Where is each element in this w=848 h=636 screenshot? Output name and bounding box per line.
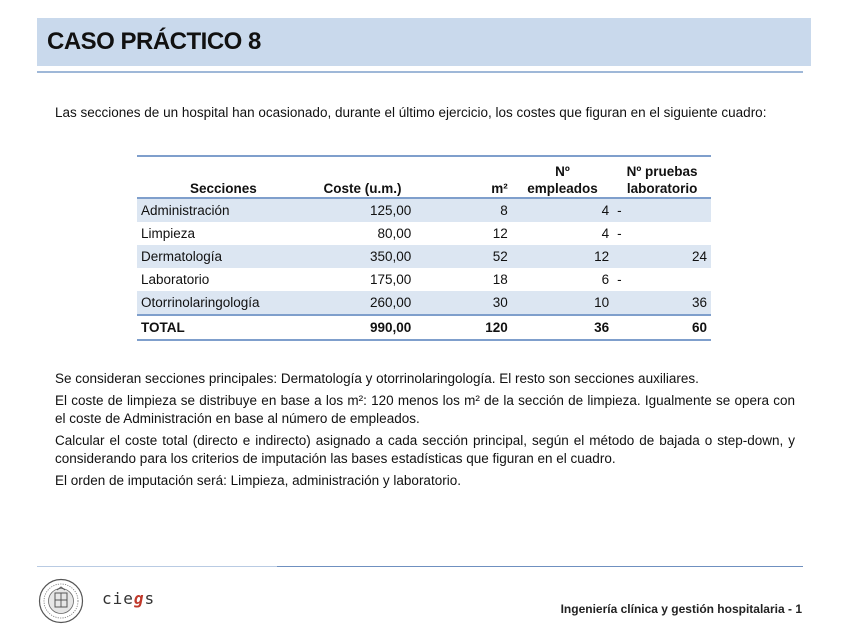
total-empleados: 36 — [594, 320, 610, 335]
slide-title: CASO PRÁCTICO 8 — [47, 28, 261, 55]
header-empleados-line1: Nº — [555, 164, 570, 179]
title-bar — [37, 18, 811, 66]
paragraph-limpieza: El coste de limpieza se distribuye en base a los m²: 120 menos los m² de la sección de limpieza. Igualmente se opera con el coste de Administración en base al número de empleados. — [55, 393, 795, 426]
header-pruebas-line2: laboratorio — [626, 181, 698, 196]
cell-seccion: Administración — [141, 203, 230, 218]
cell-empleados: 6 — [601, 272, 610, 287]
header-empleados-line2: empleados — [527, 181, 598, 196]
logo-text-b: g — [133, 589, 145, 608]
cell-m2: 18 — [492, 272, 508, 287]
footer-divider — [277, 566, 803, 567]
cell-coste: 260,00 — [370, 295, 412, 310]
cell-coste: 80,00 — [377, 226, 412, 241]
footer-divider-left — [37, 566, 277, 567]
cell-pruebas: - — [617, 272, 622, 287]
table-total-row — [137, 315, 711, 340]
cell-pruebas: 24 — [691, 249, 707, 264]
total-pruebas: 60 — [691, 320, 707, 335]
cell-coste: 175,00 — [370, 272, 412, 287]
title-divider — [37, 71, 803, 73]
cell-empleados: 4 — [601, 203, 610, 218]
cell-empleados: 12 — [594, 249, 610, 264]
cell-pruebas: 36 — [691, 295, 707, 310]
table-row — [137, 222, 711, 245]
total-label: TOTAL — [141, 320, 185, 335]
paragraph-principales: Se consideran secciones principales: Dermatología y otorrinolaringología. El resto son secciones auxiliares. — [55, 371, 699, 386]
university-seal-icon — [38, 578, 84, 624]
table-row — [137, 245, 711, 268]
header-secciones: Secciones — [189, 181, 257, 196]
header-coste: Coste (u.m.) — [323, 181, 402, 196]
cell-seccion: Otorrinolaringología — [141, 295, 260, 310]
header-m2: m² — [491, 181, 508, 196]
costs-table — [137, 155, 711, 341]
cell-m2: 52 — [492, 249, 508, 264]
cell-coste: 350,00 — [370, 249, 412, 264]
cell-m2: 8 — [500, 203, 508, 218]
header-empleados — [512, 156, 613, 198]
table-row — [137, 291, 711, 315]
logo-text-c: s — [144, 589, 156, 608]
footer-caption: Ingeniería clínica y gestión hospitalaria - 1 — [560, 602, 802, 616]
paragraph-orden: El orden de imputación será: Limpieza, administración y laboratorio. — [55, 473, 461, 488]
cell-m2: 12 — [492, 226, 508, 241]
cell-seccion: Dermatología — [141, 249, 223, 264]
table-row — [137, 268, 711, 291]
total-m2: 120 — [485, 320, 508, 335]
header-pruebas — [613, 156, 711, 198]
cell-pruebas: - — [617, 226, 622, 241]
cell-m2: 30 — [492, 295, 508, 310]
cell-empleados: 10 — [594, 295, 610, 310]
logo-text-a: cie — [102, 589, 134, 608]
cell-empleados: 4 — [601, 226, 610, 241]
cell-seccion: Limpieza — [141, 226, 196, 241]
paragraph-calcular: Calcular el coste total (directo e indirecto) asignado a cada sección principal, según el método de bajada o step-down, y considerando para los criterios de imputación las bases estadísticas que figuran en el cuadro. — [55, 433, 795, 466]
cell-seccion: Laboratorio — [141, 272, 210, 287]
body-text — [55, 370, 795, 494]
total-coste: 990,00 — [370, 320, 412, 335]
ciegs-logo — [102, 589, 155, 608]
header-pruebas-line1: Nº pruebas — [626, 164, 698, 179]
intro-paragraph: Las secciones de un hospital han ocasionado, durante el último ejercicio, los costes que figuran en el siguiente cuadro: — [55, 105, 767, 120]
cell-pruebas: - — [617, 203, 622, 218]
table-row — [137, 198, 711, 222]
table-header-row — [137, 156, 711, 198]
cell-coste: 125,00 — [370, 203, 412, 218]
